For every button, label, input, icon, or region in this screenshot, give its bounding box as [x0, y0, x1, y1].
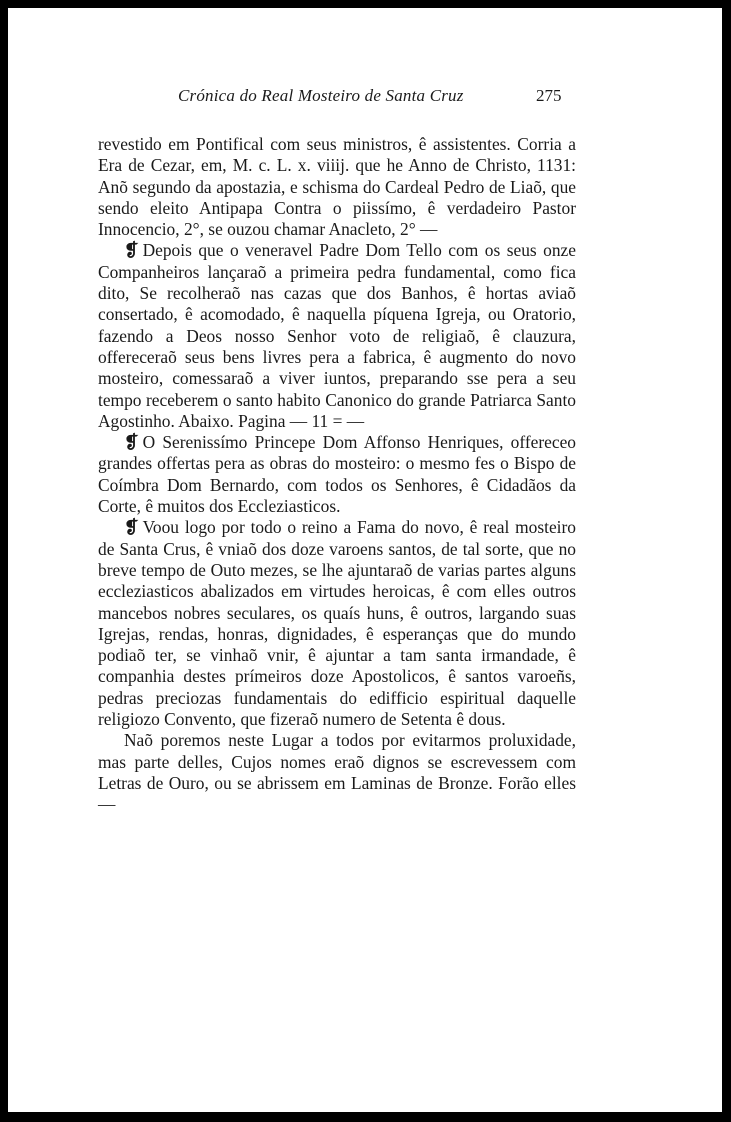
- paragraph: [98, 730, 576, 815]
- book-page: [8, 8, 722, 1112]
- pilcrow-icon: ❡: [124, 240, 139, 261]
- paragraph-text: O Serenissímo Princepe Dom Affonso Henriques, offereceo grandes offertas pera as obras do mosteiro: o mesmo fes o Bispo de Coímbra Dom Bernardo, com todos os Senhores, ê Cidadãos da Corte, ê muitos dos Eccleziasticos.: [98, 432, 576, 517]
- page-header: [8, 86, 722, 110]
- page-body: [98, 134, 576, 816]
- paragraph-text: Voou logo por todo o reino a Fama do novo, ê real mosteiro de Santa Crus, ê vniaõ dos doze varoens santos, de tal sorte, que no breve tempo de Outo mezes, se lhe ajuntaraõ de varias partes alguns eccleziasticos abalizados em virtudes heroicas, ê com elles outros mancebos nobres seculares, os quaís huns, ê outros, largando suas Igrejas, rendas, honras, dignidades, ê esperanças que do mundo podiaõ ter, se vinhaõ vnir, ê ajuntar a tam santa irmandade, ê companhia destes prímeiros doze Apostolicos, ê santos varoeñs, pedras preciozas fundamentais do edifficio espiritual daquelle religiozo Convento, que fizeraõ numero de Setenta ê dous.: [98, 517, 576, 730]
- paragraph-text: revestido em Pontifical com seus ministros, ê assistentes. Corria a Era de Cezar, em, M. c. L. x. viiij. que he Anno de Christo, 1131: Anõ segundo da apostazia, e schisma do Cardeal Pedro de Liaõ, que sendo eleito Antipapa Contra o piissímo, ê verdadeiro Pastor Innocencio, 2°, se ouzou chamar Anacleto, 2° —: [98, 134, 576, 240]
- running-title: Crónica do Real Mosteiro de Santa Cruz: [178, 86, 464, 105]
- paragraph: [98, 134, 576, 240]
- pilcrow-icon: ❡: [124, 432, 139, 453]
- paragraph-text: Naõ poremos neste Lugar a todos por evitarmos proluxidade, mas parte delles, Cujos nomes eraõ dignos se escrevessem com Letras de Ouro, ou se abrissem em Laminas de Bronze. Forão elles —: [98, 730, 576, 815]
- paragraph: [98, 517, 576, 730]
- paragraph: [98, 432, 576, 517]
- paragraph-text: Depois que o veneravel Padre Dom Tello com os seus onze Companheiros lançaraõ a primeira pedra fundamental, como fica dito, Se recolheraõ nas cazas que dos Banhos, ê hortas aviaõ consertado, ê acomodado, ê naquella píquena Igreja, ou Oratorio, fazendo a Deos nosso Senhor voto de religiaõ, ê clauzura, offereceraõ seus bens livres pera a fabrica, ê augmento do novo mosteiro, comessaraõ a viver iuntos, preparando sse pera a seu tempo receberem o santo habito Canonico do grande Patriarca Santo Agostinho. Abaixo. Pagina — 11 = —: [98, 240, 576, 431]
- pilcrow-icon: ❡: [124, 517, 139, 538]
- paragraph: [98, 240, 576, 432]
- page-number: 275: [536, 86, 562, 105]
